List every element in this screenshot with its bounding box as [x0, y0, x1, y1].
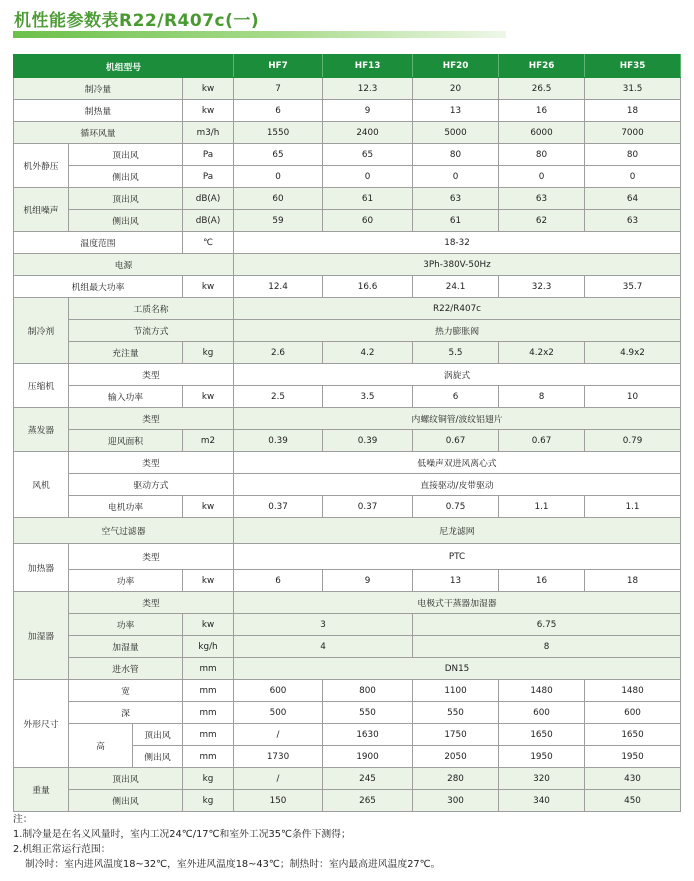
table-row	[14, 790, 681, 812]
table-row	[14, 658, 681, 680]
value-cell: 0	[413, 166, 499, 188]
value-cell: 尼龙滤网	[234, 518, 681, 544]
unit-cell: kg	[183, 768, 234, 790]
value-cell: 2400	[323, 122, 413, 144]
notes	[13, 812, 440, 872]
note-3: 制冷时：室内进风温度18~32℃，室外进风温度18~43℃；制热时：室内最高进风温度27℃。	[25, 859, 441, 870]
table-row	[14, 680, 681, 702]
value-cell: 6.75	[413, 614, 681, 636]
row-label: 迎风面积	[69, 430, 183, 452]
row-label: 驱动方式	[69, 474, 234, 496]
value-cell: 1650	[585, 724, 681, 746]
value-cell: 0.79	[585, 430, 681, 452]
value-cell: 62	[499, 210, 585, 232]
group-label: 机外静压	[14, 144, 69, 188]
row-label: 顶出风	[69, 144, 183, 166]
table-row	[14, 430, 681, 452]
unit-cell: m2	[183, 430, 234, 452]
value-cell: 5.5	[413, 342, 499, 364]
table-row	[14, 342, 681, 364]
row-label: 顶出风	[69, 768, 183, 790]
value-cell: 1480	[499, 680, 585, 702]
row-label: 侧出风	[133, 746, 183, 768]
value-cell: 1630	[323, 724, 413, 746]
value-cell: 31.5	[585, 78, 681, 100]
value-cell: 8	[413, 636, 681, 658]
value-cell: 涡旋式	[234, 364, 681, 386]
header-model: HF13	[323, 55, 413, 78]
unit-cell: m3/h	[183, 122, 234, 144]
value-cell: 80	[499, 144, 585, 166]
unit-cell: ℃	[183, 232, 234, 254]
table-row	[14, 166, 681, 188]
value-cell: /	[234, 724, 323, 746]
table-row	[14, 100, 681, 122]
table-row	[14, 496, 681, 518]
value-cell: 0.75	[413, 496, 499, 518]
value-cell: 280	[413, 768, 499, 790]
row-label: 顶出风	[133, 724, 183, 746]
value-cell: 1650	[499, 724, 585, 746]
value-cell: 直接驱动/皮带驱动	[234, 474, 681, 496]
table-row	[14, 474, 681, 496]
unit-cell: mm	[183, 680, 234, 702]
value-cell: 内螺纹铜管/波纹铝翅片	[234, 408, 681, 430]
table-row	[14, 78, 681, 100]
table-row	[14, 452, 681, 474]
unit-cell: Pa	[183, 144, 234, 166]
value-cell: 6	[234, 570, 323, 592]
value-cell: 61	[323, 188, 413, 210]
value-cell: 60	[234, 188, 323, 210]
value-cell: 430	[585, 768, 681, 790]
group-label: 加湿器	[14, 592, 69, 680]
group-label: 加热器	[14, 544, 69, 592]
table-row	[14, 614, 681, 636]
table-row	[14, 768, 681, 790]
value-cell: 1730	[234, 746, 323, 768]
value-cell: 电极式干蒸器加湿器	[234, 592, 681, 614]
value-cell: 20	[413, 78, 499, 100]
value-cell: 245	[323, 768, 413, 790]
row-label: 机组最大功率	[14, 276, 183, 298]
value-cell: 16	[499, 570, 585, 592]
value-cell: 300	[413, 790, 499, 812]
row-label: 宽	[69, 680, 183, 702]
value-cell: 80	[585, 144, 681, 166]
row-label: 侧出风	[69, 790, 183, 812]
value-cell: 5000	[413, 122, 499, 144]
spec-table	[13, 54, 681, 812]
value-cell: 0.37	[234, 496, 323, 518]
unit-cell: dB(A)	[183, 188, 234, 210]
value-cell: 12.4	[234, 276, 323, 298]
value-cell: PTC	[234, 544, 681, 570]
table-row	[14, 592, 681, 614]
title-underline-bar	[13, 31, 506, 38]
unit-cell: kw	[183, 496, 234, 518]
value-cell: 450	[585, 790, 681, 812]
value-cell: 0.37	[323, 496, 413, 518]
table-row	[14, 702, 681, 724]
unit-cell: kw	[183, 570, 234, 592]
value-cell: 18	[585, 100, 681, 122]
note-2: 2.机组正常运行范围：	[13, 844, 111, 855]
unit-cell: kg	[183, 790, 234, 812]
table-row	[14, 254, 681, 276]
value-cell: 600	[234, 680, 323, 702]
value-cell: 0.39	[323, 430, 413, 452]
group-label: 压缩机	[14, 364, 69, 408]
value-cell: 600	[585, 702, 681, 724]
value-cell: 265	[323, 790, 413, 812]
value-cell: 35.7	[585, 276, 681, 298]
row-label: 电机功率	[69, 496, 183, 518]
note-1: 1.制冷量是在名义风量时，室内工况24℃/17℃和室外工况35℃条件下测得；	[13, 829, 351, 840]
value-cell: 1.1	[585, 496, 681, 518]
value-cell: 1950	[499, 746, 585, 768]
value-cell: 4.2x2	[499, 342, 585, 364]
value-cell: 0	[323, 166, 413, 188]
row-label: 温度范围	[14, 232, 183, 254]
table-row	[14, 386, 681, 408]
value-cell: 2050	[413, 746, 499, 768]
value-cell: 3	[234, 614, 413, 636]
row-label: 深	[69, 702, 183, 724]
unit-cell: mm	[183, 724, 234, 746]
group-label: 蒸发器	[14, 408, 69, 452]
table-row	[14, 122, 681, 144]
table-row	[14, 144, 681, 166]
table-row	[14, 320, 681, 342]
table-row	[14, 570, 681, 592]
value-cell: 150	[234, 790, 323, 812]
value-cell: 0	[234, 166, 323, 188]
value-cell: 0.67	[499, 430, 585, 452]
value-cell: 0.67	[413, 430, 499, 452]
value-cell: 16.6	[323, 276, 413, 298]
row-label: 进水管	[69, 658, 183, 680]
row-label: 类型	[69, 544, 234, 570]
table-row	[14, 55, 681, 78]
table-row	[14, 188, 681, 210]
value-cell: 64	[585, 188, 681, 210]
value-cell: 4	[234, 636, 413, 658]
value-cell: 32.3	[499, 276, 585, 298]
value-cell: 60	[323, 210, 413, 232]
value-cell: 3.5	[323, 386, 413, 408]
value-cell: 550	[413, 702, 499, 724]
table-row	[14, 544, 681, 570]
value-cell: 63	[413, 188, 499, 210]
value-cell: 24.1	[413, 276, 499, 298]
row-label: 顶出风	[69, 188, 183, 210]
group-label: 外形尺寸	[14, 680, 69, 768]
table-row	[14, 724, 681, 746]
value-cell: 6	[413, 386, 499, 408]
value-cell: 7	[234, 78, 323, 100]
value-cell: 6	[234, 100, 323, 122]
value-cell: 热力膨胀阀	[234, 320, 681, 342]
value-cell: 340	[499, 790, 585, 812]
value-cell: 低噪声双进风离心式	[234, 452, 681, 474]
value-cell: 8	[499, 386, 585, 408]
table-row	[14, 636, 681, 658]
row-label: 工质名称	[69, 298, 234, 320]
value-cell: 80	[413, 144, 499, 166]
value-cell: 13	[413, 570, 499, 592]
table-row	[14, 364, 681, 386]
value-cell: 1100	[413, 680, 499, 702]
table-row	[14, 298, 681, 320]
value-cell: 10	[585, 386, 681, 408]
value-cell: DN15	[234, 658, 681, 680]
value-cell: 4.2	[323, 342, 413, 364]
value-cell: 63	[499, 188, 585, 210]
value-cell: 18	[585, 570, 681, 592]
unit-cell: mm	[183, 658, 234, 680]
row-label: 功率	[69, 614, 183, 636]
value-cell: 7000	[585, 122, 681, 144]
value-cell: 9	[323, 570, 413, 592]
group-label: 制冷剂	[14, 298, 69, 364]
row-label: 输入功率	[69, 386, 183, 408]
row-label: 类型	[69, 364, 234, 386]
value-cell: 1950	[585, 746, 681, 768]
unit-cell: kw	[183, 386, 234, 408]
value-cell: 59	[234, 210, 323, 232]
value-cell: 18-32	[234, 232, 681, 254]
value-cell: 6000	[499, 122, 585, 144]
value-cell: 1.1	[499, 496, 585, 518]
unit-cell: kw	[183, 78, 234, 100]
value-cell: 800	[323, 680, 413, 702]
header-model: HF7	[234, 55, 323, 78]
value-cell: 0	[499, 166, 585, 188]
value-cell: 1750	[413, 724, 499, 746]
value-cell: 0	[585, 166, 681, 188]
table-row	[14, 210, 681, 232]
unit-cell: mm	[183, 746, 234, 768]
table-row	[14, 408, 681, 430]
row-label: 制冷量	[14, 78, 183, 100]
value-cell: 1550	[234, 122, 323, 144]
value-cell: 4.9x2	[585, 342, 681, 364]
value-cell: R22/R407c	[234, 298, 681, 320]
value-cell: 26.5	[499, 78, 585, 100]
row-label: 侧出风	[69, 166, 183, 188]
row-label: 类型	[69, 452, 234, 474]
page-title: 机性能参数表R22/R407c(一)	[14, 11, 260, 31]
unit-cell: kw	[183, 614, 234, 636]
row-label: 功率	[69, 570, 183, 592]
table-row	[14, 276, 681, 298]
value-cell: 600	[499, 702, 585, 724]
value-cell: 320	[499, 768, 585, 790]
row-label: 类型	[69, 592, 234, 614]
value-cell: 1900	[323, 746, 413, 768]
unit-cell: mm	[183, 702, 234, 724]
value-cell: 65	[234, 144, 323, 166]
value-cell: 0.39	[234, 430, 323, 452]
unit-cell: dB(A)	[183, 210, 234, 232]
value-cell: 2.5	[234, 386, 323, 408]
header-model: HF20	[413, 55, 499, 78]
value-cell: /	[234, 768, 323, 790]
value-cell: 550	[323, 702, 413, 724]
unit-cell: Pa	[183, 166, 234, 188]
unit-cell: kw	[183, 100, 234, 122]
value-cell: 13	[413, 100, 499, 122]
value-cell: 65	[323, 144, 413, 166]
row-label: 节流方式	[69, 320, 234, 342]
value-cell: 2.6	[234, 342, 323, 364]
value-cell: 500	[234, 702, 323, 724]
value-cell: 63	[585, 210, 681, 232]
row-label: 类型	[69, 408, 234, 430]
row-label: 电源	[14, 254, 234, 276]
table-row	[14, 518, 681, 544]
group-label: 机组噪声	[14, 188, 69, 232]
header-model-label: 机组型号	[14, 55, 234, 78]
value-cell: 61	[413, 210, 499, 232]
header-model: HF35	[585, 55, 681, 78]
group-label: 风机	[14, 452, 69, 518]
unit-cell: kg/h	[183, 636, 234, 658]
row-label: 制热量	[14, 100, 183, 122]
row-label: 加湿量	[69, 636, 183, 658]
notes-heading: 注：	[13, 814, 33, 825]
row-label: 充注量	[69, 342, 183, 364]
value-cell: 16	[499, 100, 585, 122]
group-label: 重量	[14, 768, 69, 812]
value-cell: 1480	[585, 680, 681, 702]
unit-cell: kw	[183, 276, 234, 298]
subgroup-label: 高	[69, 724, 133, 768]
row-label: 循环风量	[14, 122, 183, 144]
row-label: 空气过滤器	[14, 518, 234, 544]
unit-cell: kg	[183, 342, 234, 364]
value-cell: 3Ph-380V-50Hz	[234, 254, 681, 276]
row-label: 侧出风	[69, 210, 183, 232]
header-model: HF26	[499, 55, 585, 78]
table-row	[14, 232, 681, 254]
value-cell: 9	[323, 100, 413, 122]
value-cell: 12.3	[323, 78, 413, 100]
